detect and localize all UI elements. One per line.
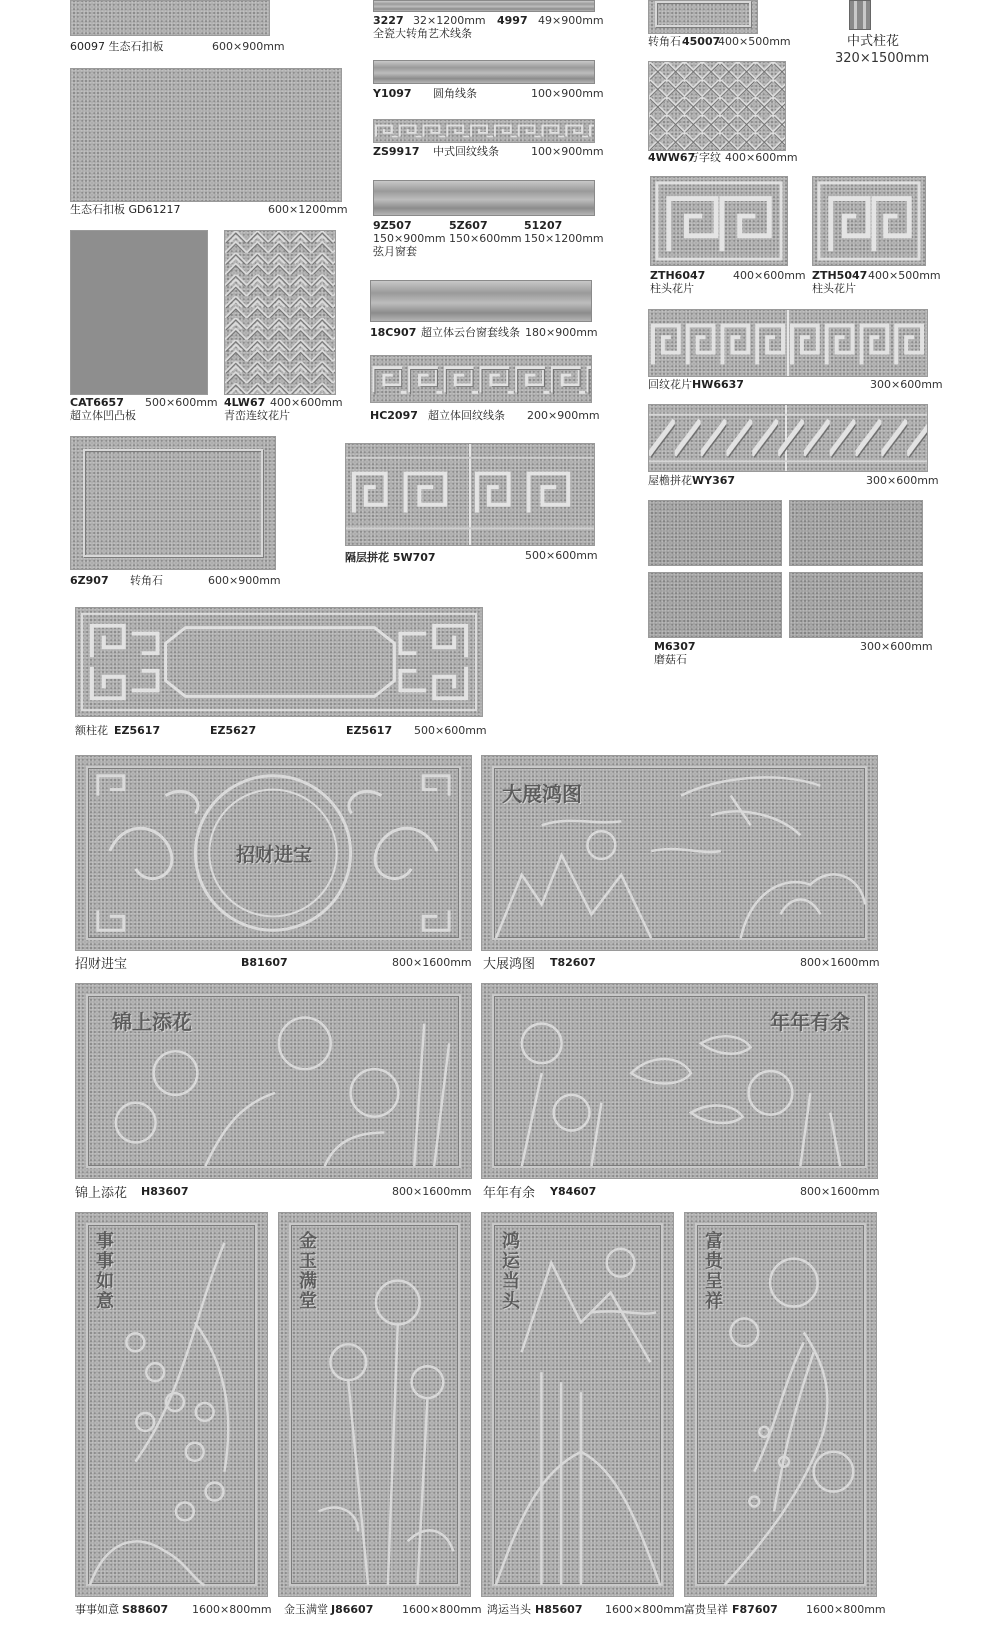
label-h83607: H83607: [141, 1185, 189, 1198]
name-zs9917: 中式回纹线条: [433, 145, 499, 158]
tile-6z907: [70, 436, 276, 570]
size-60097: 600×900mm: [212, 40, 285, 53]
name-18c907: 超立体云台窗套线条: [421, 326, 520, 339]
size-wy367: 300×600mm: [866, 474, 939, 487]
label-b81607: B81607: [241, 956, 288, 969]
label-4997: 4997: [497, 14, 528, 27]
label-wy367: WY367: [692, 474, 736, 487]
size-5z607: 150×600mm: [449, 232, 522, 245]
pillar-icon: [849, 0, 871, 30]
label-ez5617b: EZ5617: [346, 724, 393, 737]
size-h85607: 1600×800mm: [605, 1603, 685, 1616]
size-m6307: 300×600mm: [860, 640, 933, 653]
label-zth5047: ZTH5047: [812, 269, 868, 282]
calligraphy-j86607: 金玉满堂: [296, 1231, 317, 1311]
size-y84607: 800×1600mm: [800, 1185, 880, 1198]
size-pillar: 320×1500mm: [835, 51, 930, 66]
name-h83607: 锦上添花: [75, 1186, 128, 1201]
size-4ww67: 400×600mm: [725, 151, 798, 164]
moulding-zs9917: [373, 119, 595, 143]
size-hc2097: 200×900mm: [527, 409, 600, 422]
name-4lw67: 青峦连纹花片: [224, 409, 290, 422]
name-cat6657: 超立体凹凸板: [70, 409, 136, 422]
name-45007: 转角石: [648, 35, 681, 48]
size-zth6047: 400×600mm: [733, 269, 806, 282]
label-y84607: Y84607: [550, 1185, 597, 1198]
label-60097: 60097 生态石扣板: [70, 40, 164, 53]
name-6z907: 转角石: [130, 574, 163, 587]
panel-h85607: [481, 1212, 674, 1597]
size-3227: 32×1200mm: [413, 14, 486, 27]
calligraphy-h85607: 鸿运当头: [499, 1231, 520, 1311]
name-f87607: 富贵呈祥: [684, 1603, 728, 1616]
tile-5w707: [345, 443, 595, 546]
fret-pattern: [651, 177, 787, 265]
label-9z507: 9Z507: [373, 219, 412, 232]
panel-f87607: [684, 1212, 877, 1597]
size-s88607: 1600×800mm: [192, 1603, 272, 1616]
label-4ww67: 4WW67: [648, 151, 696, 164]
label-6z907: 6Z907: [70, 574, 109, 587]
name-4ww67: 万字纹: [688, 151, 721, 164]
label-hw6637: HW6637: [692, 378, 744, 391]
size-h83607: 800×1600mm: [392, 1185, 472, 1198]
moulding-3227: [373, 0, 595, 12]
scroll-pattern: [346, 444, 594, 545]
rope-pattern: [649, 405, 927, 471]
label-m6307: M6307: [654, 640, 696, 653]
calligraphy-h83607: 锦上添花: [112, 1010, 192, 1034]
size-4997: 49×900mm: [538, 14, 604, 27]
mural-h83607: [75, 983, 472, 1179]
label-j86607: J86607: [331, 1603, 374, 1616]
label-4lw67: 4LW67: [224, 396, 266, 409]
name-9z507: 弦月窗套: [373, 245, 417, 258]
size-t82607: 800×1600mm: [800, 956, 880, 969]
label-18c907: 18C907: [370, 326, 417, 339]
calligraphy-f87607: 富贵呈祥: [702, 1231, 723, 1311]
label-51207: 51207: [524, 219, 563, 232]
lattice-pattern: [649, 62, 785, 150]
label-zs9917: ZS9917: [373, 145, 420, 158]
label-ez5627: EZ5627: [210, 724, 257, 737]
size-j86607: 1600×800mm: [402, 1603, 482, 1616]
name-ez: 额柱花: [75, 724, 108, 737]
moulding-18c907: [370, 280, 592, 322]
tile-45007: [648, 0, 758, 34]
size-4lw67: 400×600mm: [270, 396, 343, 409]
calligraphy-y84607: 年年有余: [770, 1010, 850, 1034]
name-pillar: 中式柱花: [847, 34, 900, 49]
name-h85607: 鸿运当头: [487, 1603, 531, 1616]
tile-cat6657: [70, 230, 208, 395]
label-gd61217: 生态石扣板 GD61217: [70, 203, 181, 216]
size-hw6637: 300×600mm: [870, 378, 943, 391]
fret-pattern: [374, 120, 594, 142]
size-cat6657: 500×600mm: [145, 396, 218, 409]
name-hc2097: 超立体回纹线条: [428, 409, 505, 422]
size-18c907: 180×900mm: [525, 326, 598, 339]
tile-zth5047: [812, 176, 926, 266]
tile-60097: [70, 0, 270, 36]
tile-zth6047: [650, 176, 788, 266]
label-f87607: F87607: [732, 1603, 778, 1616]
name-wy367: 屋檐拼花: [648, 474, 692, 487]
tile-ez5617: [75, 607, 483, 717]
label-3227: 3227: [373, 14, 404, 27]
label-5z607: 5Z607: [449, 219, 488, 232]
size-6z907: 600×900mm: [208, 574, 281, 587]
panel-j86607: [278, 1212, 471, 1597]
label-s88607: S88607: [122, 1603, 169, 1616]
size-b81607: 800×1600mm: [392, 956, 472, 969]
mural-y84607: [481, 983, 878, 1179]
tile-m6307-2: [789, 500, 923, 566]
moulding-hc2097: [370, 355, 592, 403]
size-zth5047: 400×500mm: [868, 269, 941, 282]
name-t82607: 大展鸿图: [483, 957, 536, 972]
tile-m6307-1: [648, 500, 782, 566]
label-zth6047: ZTH6047: [650, 269, 706, 282]
size-gd61217: 600×1200mm: [268, 203, 348, 216]
fret-pattern: [371, 356, 591, 402]
label-5w707: 隔层拼花 5W707: [345, 551, 436, 564]
size-ez: 500×600mm: [414, 724, 487, 737]
calligraphy-s88607: 事事如意: [93, 1231, 114, 1311]
name-hw6637: 回纹花片: [648, 378, 692, 391]
calligraphy-t82607: 大展鸿图: [502, 782, 582, 806]
fret-pattern: [649, 310, 927, 376]
label-h85607: H85607: [535, 1603, 583, 1616]
tile-4ww67: [648, 61, 786, 151]
size-f87607: 1600×800mm: [806, 1603, 886, 1616]
label-cat6657: CAT6657: [70, 396, 124, 409]
size-5w707: 500×600mm: [525, 549, 598, 562]
mural-b81607: [75, 755, 472, 951]
tile-m6307-3: [648, 572, 782, 638]
tile-wy367: [648, 404, 928, 472]
name-3227: 全瓷大转角艺术线条: [373, 27, 472, 40]
mural-t82607: [481, 755, 878, 951]
tile-hw6637: [648, 309, 928, 377]
name-zth5047: 柱头花片: [812, 282, 856, 295]
moulding-9z507: [373, 180, 595, 216]
name-j86607: 金玉满堂: [284, 1603, 328, 1616]
name-y1097: 圆角线条: [433, 87, 477, 100]
name-b81607: 招财进宝: [75, 957, 128, 972]
name-s88607: 事事如意: [75, 1603, 119, 1616]
label-y1097: Y1097: [373, 87, 412, 100]
label-hc2097: HC2097: [370, 409, 418, 422]
fret-pattern: [813, 177, 925, 265]
moulding-y1097: [373, 60, 595, 84]
label-45007: 45007: [682, 35, 721, 48]
size-9z507: 150×900mm: [373, 232, 446, 245]
size-45007: 400×500mm: [718, 35, 791, 48]
tile-m6307-4: [789, 572, 923, 638]
size-51207: 150×1200mm: [524, 232, 604, 245]
label-t82607: T82607: [550, 956, 596, 969]
tile-4lw67: [224, 230, 336, 395]
size-zs9917: 100×900mm: [531, 145, 604, 158]
size-y1097: 100×900mm: [531, 87, 604, 100]
name-zth6047: 柱头花片: [650, 282, 694, 295]
name-y84607: 年年有余: [483, 1186, 536, 1201]
label-ez5617: EZ5617: [114, 724, 161, 737]
scroll-frame: [76, 608, 482, 716]
tile-gd61217: [70, 68, 342, 202]
wave-pattern: [225, 231, 335, 394]
panel-s88607: [75, 1212, 268, 1597]
name-m6307: 磨菇石: [654, 653, 687, 666]
medallion-calligraphy: 招财进宝: [236, 844, 313, 866]
